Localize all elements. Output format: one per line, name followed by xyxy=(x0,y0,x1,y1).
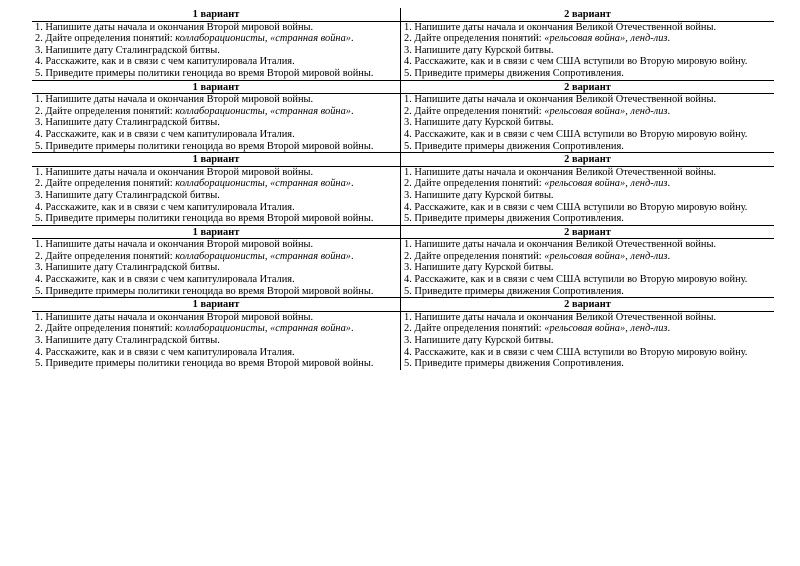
variant-block-4-heading-row xyxy=(32,225,774,239)
term-1: «рельсовая война» xyxy=(544,323,626,335)
variant1-heading: 1 вариант xyxy=(32,298,401,312)
term-end: . xyxy=(350,105,354,117)
term-1: коллаборационисты xyxy=(175,178,265,190)
question-2 xyxy=(35,33,397,45)
variant1-heading: 1 вариант xyxy=(32,153,401,167)
term-end: . xyxy=(667,33,671,45)
question-5: 5. Приведите примеры политики геноцида во время Второй мировой войны. xyxy=(35,358,374,370)
question-3: 3. Напишите дату Сталинградской битвы. xyxy=(35,189,220,201)
variant-block-5-questions-row xyxy=(32,311,774,369)
term-2: «странная война» xyxy=(270,33,351,45)
question-2 xyxy=(35,106,397,118)
question-1: 1. Напишите даты начала и окончания Второй мировой войны. xyxy=(35,239,314,251)
question-5: 5. Приведите примеры политики геноцида во время Второй мировой войны. xyxy=(35,213,374,225)
term-1: «рельсовая война» xyxy=(544,250,626,262)
question-4: 4. Расскажите, как и в связи с чем капитулировала Италия. xyxy=(35,128,295,140)
variant1-heading: 1 вариант xyxy=(32,80,401,94)
variant1-questions xyxy=(32,94,401,153)
question-4: 4. Расскажите, как и в связи с чем США вступили во Вторую мировую войну. xyxy=(404,201,748,213)
question-2-text: 2. Дайте определения понятий: xyxy=(35,33,176,45)
question-1: 1. Напишите даты начала и окончания Второй мировой войны. xyxy=(35,166,314,178)
variant-block-2-questions-row xyxy=(32,94,774,153)
quiz-sheet xyxy=(32,8,769,370)
question-3: 3. Напишите дату Курской битвы. xyxy=(404,189,554,201)
question-5: 5. Приведите примеры политики геноцида во время Второй мировой войны. xyxy=(35,140,374,152)
term-separator: , xyxy=(264,33,271,45)
term-separator: , xyxy=(625,178,631,190)
variant2-questions xyxy=(401,94,775,153)
term-separator: , xyxy=(264,323,271,335)
question-1: 1. Напишите даты начала и окончания Второй мировой войны. xyxy=(35,94,314,106)
term-end: . xyxy=(667,250,671,262)
question-2 xyxy=(35,251,397,263)
question-4: 4. Расскажите, как и в связи с чем капитулировала Италия. xyxy=(35,56,295,68)
variant-block-3-heading-row xyxy=(32,153,774,167)
question-3: 3. Напишите дату Курской битвы. xyxy=(404,117,554,129)
question-2 xyxy=(404,323,771,335)
variant2-questions xyxy=(401,239,775,298)
term-1: «рельсовая война» xyxy=(544,105,626,117)
variant-block-3-questions-row xyxy=(32,166,774,225)
question-1: 1. Напишите даты начала и окончания Второй мировой войны. xyxy=(35,21,314,33)
quiz-table xyxy=(32,8,774,370)
question-2 xyxy=(404,251,771,263)
question-2-text: 2. Дайте определения понятий: xyxy=(35,250,176,262)
question-2 xyxy=(35,178,397,190)
question-2 xyxy=(404,106,771,118)
question-1: 1. Напишите даты начала и окончания Великой Отечественной войны. xyxy=(404,94,717,106)
term-1: коллаборационисты xyxy=(175,33,265,45)
question-3: 3. Напишите дату Сталинградской битвы. xyxy=(35,117,220,129)
variant2-questions xyxy=(401,21,775,80)
question-4: 4. Расскажите, как и в связи с чем капитулировала Италия. xyxy=(35,274,295,286)
term-1: коллаборационисты xyxy=(175,323,265,335)
question-2-text: 2. Дайте определения понятий: xyxy=(404,250,545,262)
question-5: 5. Приведите примеры движения Сопротивления. xyxy=(404,213,624,225)
variant-block-1-questions-row xyxy=(32,21,774,80)
question-1: 1. Напишите даты начала и окончания Великой Отечественной войны. xyxy=(404,21,717,33)
question-2-text: 2. Дайте определения понятий: xyxy=(35,105,176,117)
variant1-questions xyxy=(32,311,401,369)
question-4: 4. Расскажите, как и в связи с чем капитулировала Италия. xyxy=(35,201,295,213)
term-separator: , xyxy=(625,250,631,262)
question-3: 3. Напишите дату Сталинградской битвы. xyxy=(35,262,220,274)
term-2: «странная война» xyxy=(270,250,351,262)
question-5: 5. Приведите примеры политики геноцида во время Второй мировой войны. xyxy=(35,285,374,297)
variant1-questions xyxy=(32,166,401,225)
question-2 xyxy=(404,178,771,190)
term-separator: , xyxy=(264,250,271,262)
question-5: 5. Приведите примеры политики геноцида во время Второй мировой войны. xyxy=(35,67,374,79)
term-1: «рельсовая война» xyxy=(544,178,626,190)
question-2-text: 2. Дайте определения понятий: xyxy=(404,33,545,45)
term-end: . xyxy=(667,323,671,335)
term-end: . xyxy=(667,105,671,117)
term-end: . xyxy=(350,323,354,335)
question-4: 4. Расскажите, как и в связи с чем США вступили во Вторую мировую войну. xyxy=(404,274,748,286)
term-2: «странная война» xyxy=(270,178,351,190)
question-5: 5. Приведите примеры движения Сопротивления. xyxy=(404,358,624,370)
question-5: 5. Приведите примеры движения Сопротивления. xyxy=(404,285,624,297)
variant-block-5-heading-row xyxy=(32,298,774,312)
variant2-questions xyxy=(401,311,775,369)
variant2-heading: 2 вариант xyxy=(401,298,775,312)
term-2: ленд-лиз xyxy=(630,178,668,190)
term-2: «странная война» xyxy=(270,105,351,117)
variant1-heading: 1 вариант xyxy=(32,225,401,239)
term-2: ленд-лиз xyxy=(630,323,668,335)
question-1: 1. Напишите даты начала и окончания Великой Отечественной войны. xyxy=(404,311,717,323)
term-separator: , xyxy=(264,178,271,190)
variant1-questions xyxy=(32,239,401,298)
question-1: 1. Напишите даты начала и окончания Второй мировой войны. xyxy=(35,311,314,323)
question-4: 4. Расскажите, как и в связи с чем США вступили во Вторую мировую войну. xyxy=(404,56,748,68)
term-separator: , xyxy=(264,105,271,117)
term-2: ленд-лиз xyxy=(630,250,668,262)
question-2 xyxy=(35,323,397,335)
variant1-questions xyxy=(32,21,401,80)
question-3: 3. Напишите дату Курской битвы. xyxy=(404,44,554,56)
term-1: «рельсовая война» xyxy=(544,33,626,45)
term-2: «странная война» xyxy=(270,323,351,335)
term-end: . xyxy=(350,178,354,190)
term-end: . xyxy=(350,250,354,262)
question-5: 5. Приведите примеры движения Сопротивления. xyxy=(404,140,624,152)
variant2-heading: 2 вариант xyxy=(401,80,775,94)
question-4: 4. Расскажите, как и в связи с чем США вступили во Вторую мировую войну. xyxy=(404,128,748,140)
variant-block-4-questions-row xyxy=(32,239,774,298)
variant2-heading: 2 вариант xyxy=(401,8,775,21)
term-end: . xyxy=(350,33,354,45)
question-4: 4. Расскажите, как и в связи с чем США вступили во Вторую мировую войну. xyxy=(404,346,748,358)
term-separator: , xyxy=(625,33,631,45)
question-2-text: 2. Дайте определения понятий: xyxy=(404,178,545,190)
question-3: 3. Напишите дату Курской битвы. xyxy=(404,262,554,274)
question-3: 3. Напишите дату Сталинградской битвы. xyxy=(35,335,220,347)
question-2-text: 2. Дайте определения понятий: xyxy=(35,323,176,335)
variant2-heading: 2 вариант xyxy=(401,225,775,239)
term-2: ленд-лиз xyxy=(630,105,668,117)
term-end: . xyxy=(667,178,671,190)
term-1: коллаборационисты xyxy=(175,250,265,262)
question-3: 3. Напишите дату Сталинградской битвы. xyxy=(35,44,220,56)
term-separator: , xyxy=(625,323,631,335)
question-5: 5. Приведите примеры движения Сопротивления. xyxy=(404,67,624,79)
question-2-text: 2. Дайте определения понятий: xyxy=(404,105,545,117)
question-2 xyxy=(404,33,771,45)
variant2-questions xyxy=(401,166,775,225)
question-2-text: 2. Дайте определения понятий: xyxy=(404,323,545,335)
term-2: ленд-лиз xyxy=(630,33,668,45)
term-1: коллаборационисты xyxy=(175,105,265,117)
variant-block-2-heading-row xyxy=(32,80,774,94)
term-separator: , xyxy=(625,105,631,117)
variant1-heading: 1 вариант xyxy=(32,8,401,21)
question-4: 4. Расскажите, как и в связи с чем капитулировала Италия. xyxy=(35,346,295,358)
question-1: 1. Напишите даты начала и окончания Великой Отечественной войны. xyxy=(404,239,717,251)
question-1: 1. Напишите даты начала и окончания Великой Отечественной войны. xyxy=(404,166,717,178)
question-3: 3. Напишите дату Курской битвы. xyxy=(404,335,554,347)
variant-block-1-heading-row xyxy=(32,8,774,21)
variant2-heading: 2 вариант xyxy=(401,153,775,167)
question-2-text: 2. Дайте определения понятий: xyxy=(35,178,176,190)
